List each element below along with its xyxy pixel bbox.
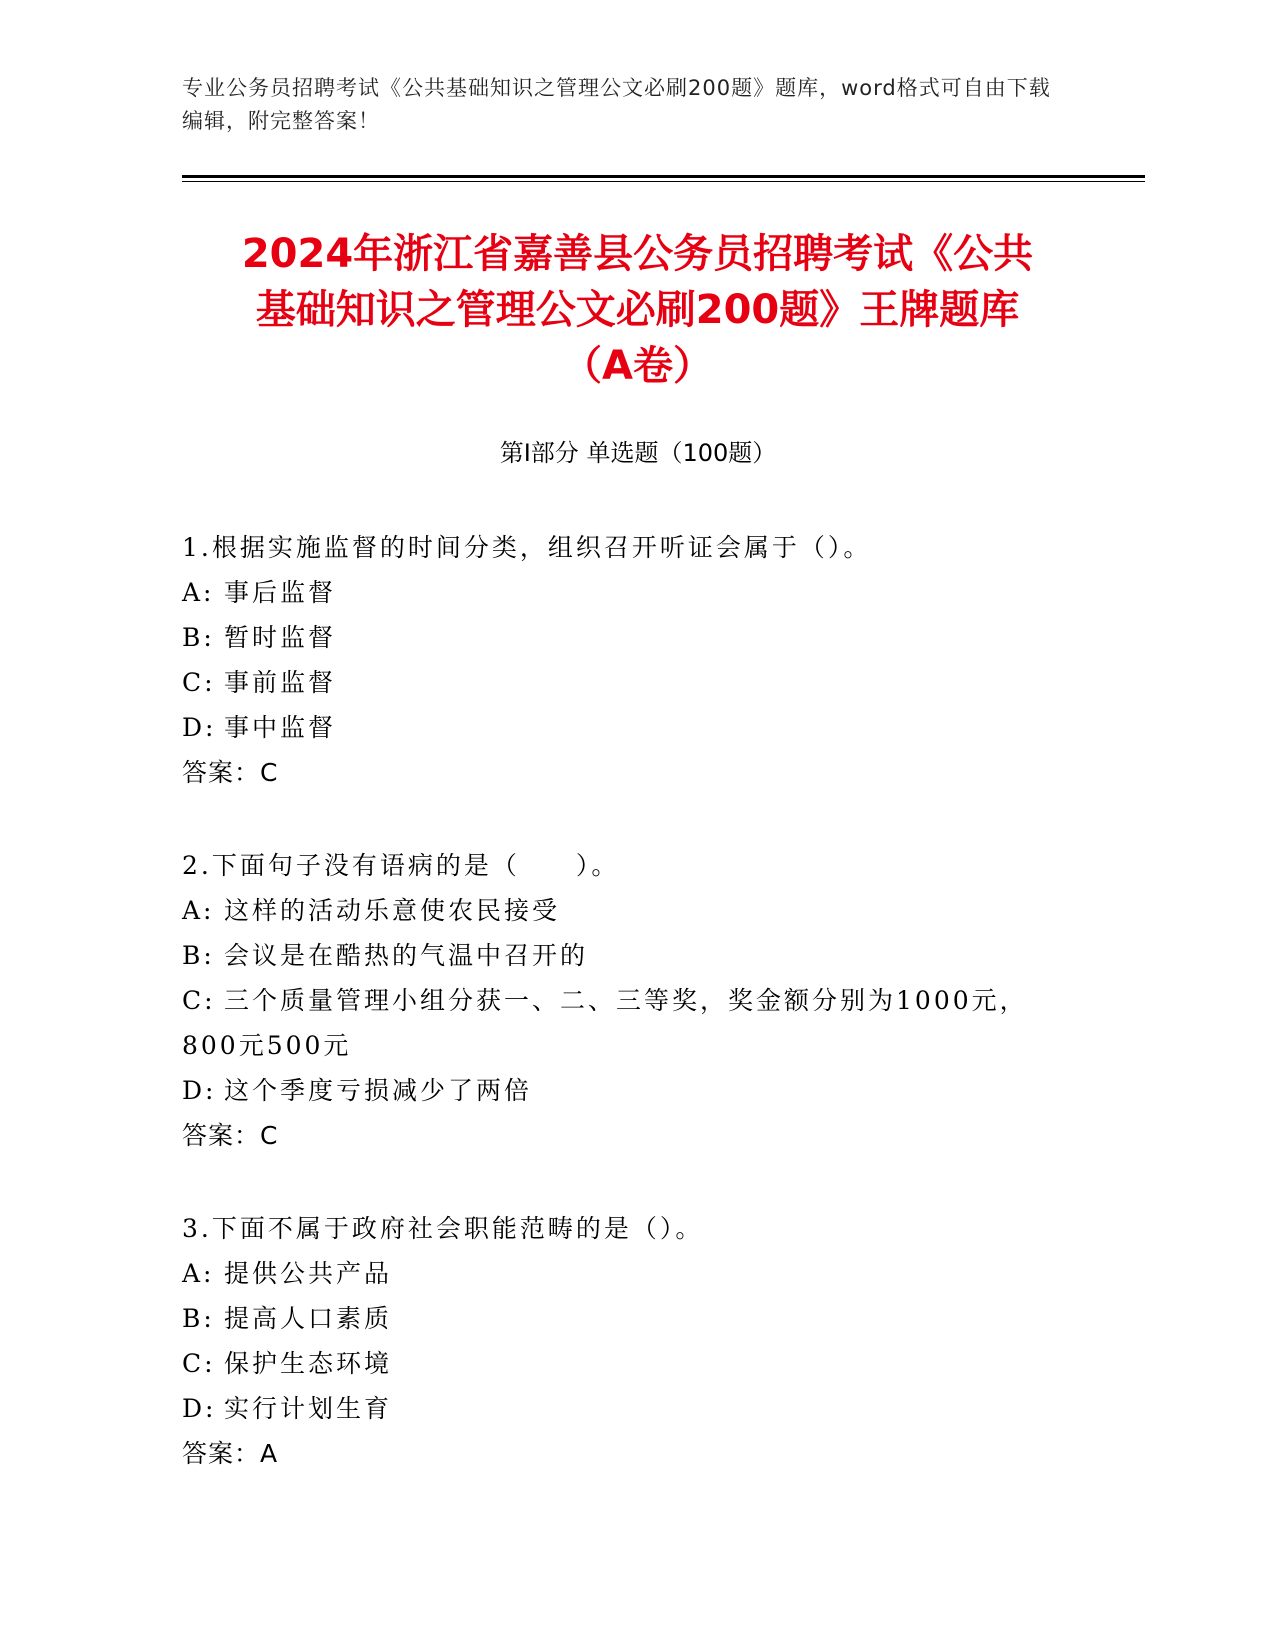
option-text: 事前监督 <box>224 668 337 697</box>
option-text: 三个质量管理小组分获一、二、三等奖，奖金额分别为1000元， <box>224 986 1028 1015</box>
question-item <box>182 1206 1062 1476</box>
title-line-2: 基础知识之管理公文必刷200题》王牌题库 <box>255 287 1020 333</box>
header-divider-thin <box>182 181 1145 182</box>
option-letter: C: <box>182 668 216 697</box>
question-stem: 2.下面句子没有语病的是（ ）。 <box>182 851 620 880</box>
option-letter: B: <box>182 1304 215 1333</box>
question-list <box>182 525 1062 1524</box>
option-letter: D: <box>182 713 217 742</box>
section-title: 第Ⅰ部分 单选题（100题） <box>499 439 777 467</box>
answer-line: 答案：C <box>182 1121 279 1150</box>
option-letter: A: <box>182 896 215 925</box>
option-d <box>182 705 1062 750</box>
option-a <box>182 570 1062 615</box>
option-a <box>182 888 1062 933</box>
option-text: 事中监督 <box>224 713 337 742</box>
option-text: 这样的活动乐意使农民接受 <box>224 896 561 925</box>
option-letter: B: <box>182 623 215 652</box>
option-text: 800元500元 <box>182 1031 352 1060</box>
title-line-3: （A卷） <box>562 343 713 389</box>
option-letter: D: <box>182 1394 217 1423</box>
header-note: 专业公务员招聘考试《公共基础知识之管理公文必刷200题》题库，word格式可自由下载编辑，附完整答案！ <box>182 76 1051 133</box>
option-text: 提高人口素质 <box>224 1304 393 1333</box>
question-item <box>182 525 1062 795</box>
question-item <box>182 843 1062 1158</box>
option-text: 实行计划生育 <box>224 1394 393 1423</box>
option-b <box>182 933 1062 978</box>
option-c-continued <box>182 1023 1062 1068</box>
option-d <box>182 1068 1062 1113</box>
option-letter: B: <box>182 941 215 970</box>
option-letter: D: <box>182 1076 217 1105</box>
option-text: 事后监督 <box>224 578 337 607</box>
header-divider-thick <box>182 175 1145 178</box>
option-text: 保护生态环境 <box>224 1349 393 1378</box>
option-text: 提供公共产品 <box>224 1259 393 1288</box>
option-b <box>182 1296 1062 1341</box>
option-text: 这个季度亏损减少了两倍 <box>224 1076 533 1105</box>
title-line-1: 2024年浙江省嘉善县公务员招聘考试《公共 <box>241 231 1034 277</box>
answer-line: 答案：A <box>182 1439 279 1468</box>
question-stem: 1.根据实施监督的时间分类，组织召开听证会属于（）。 <box>182 533 872 562</box>
option-letter: A: <box>182 578 215 607</box>
document-title <box>150 226 1125 394</box>
option-b <box>182 615 1062 660</box>
option-d <box>182 1386 1062 1431</box>
option-letter: C: <box>182 1349 216 1378</box>
option-letter: A: <box>182 1259 215 1288</box>
question-stem: 3.下面不属于政府社会职能范畴的是（）。 <box>182 1214 704 1243</box>
option-letter: C: <box>182 986 216 1015</box>
answer-line: 答案：C <box>182 758 279 787</box>
option-text: 暂时监督 <box>224 623 337 652</box>
option-c <box>182 660 1062 705</box>
option-text: 会议是在酷热的气温中召开的 <box>224 941 589 970</box>
option-c <box>182 978 1062 1023</box>
option-c <box>182 1341 1062 1386</box>
option-a <box>182 1251 1062 1296</box>
